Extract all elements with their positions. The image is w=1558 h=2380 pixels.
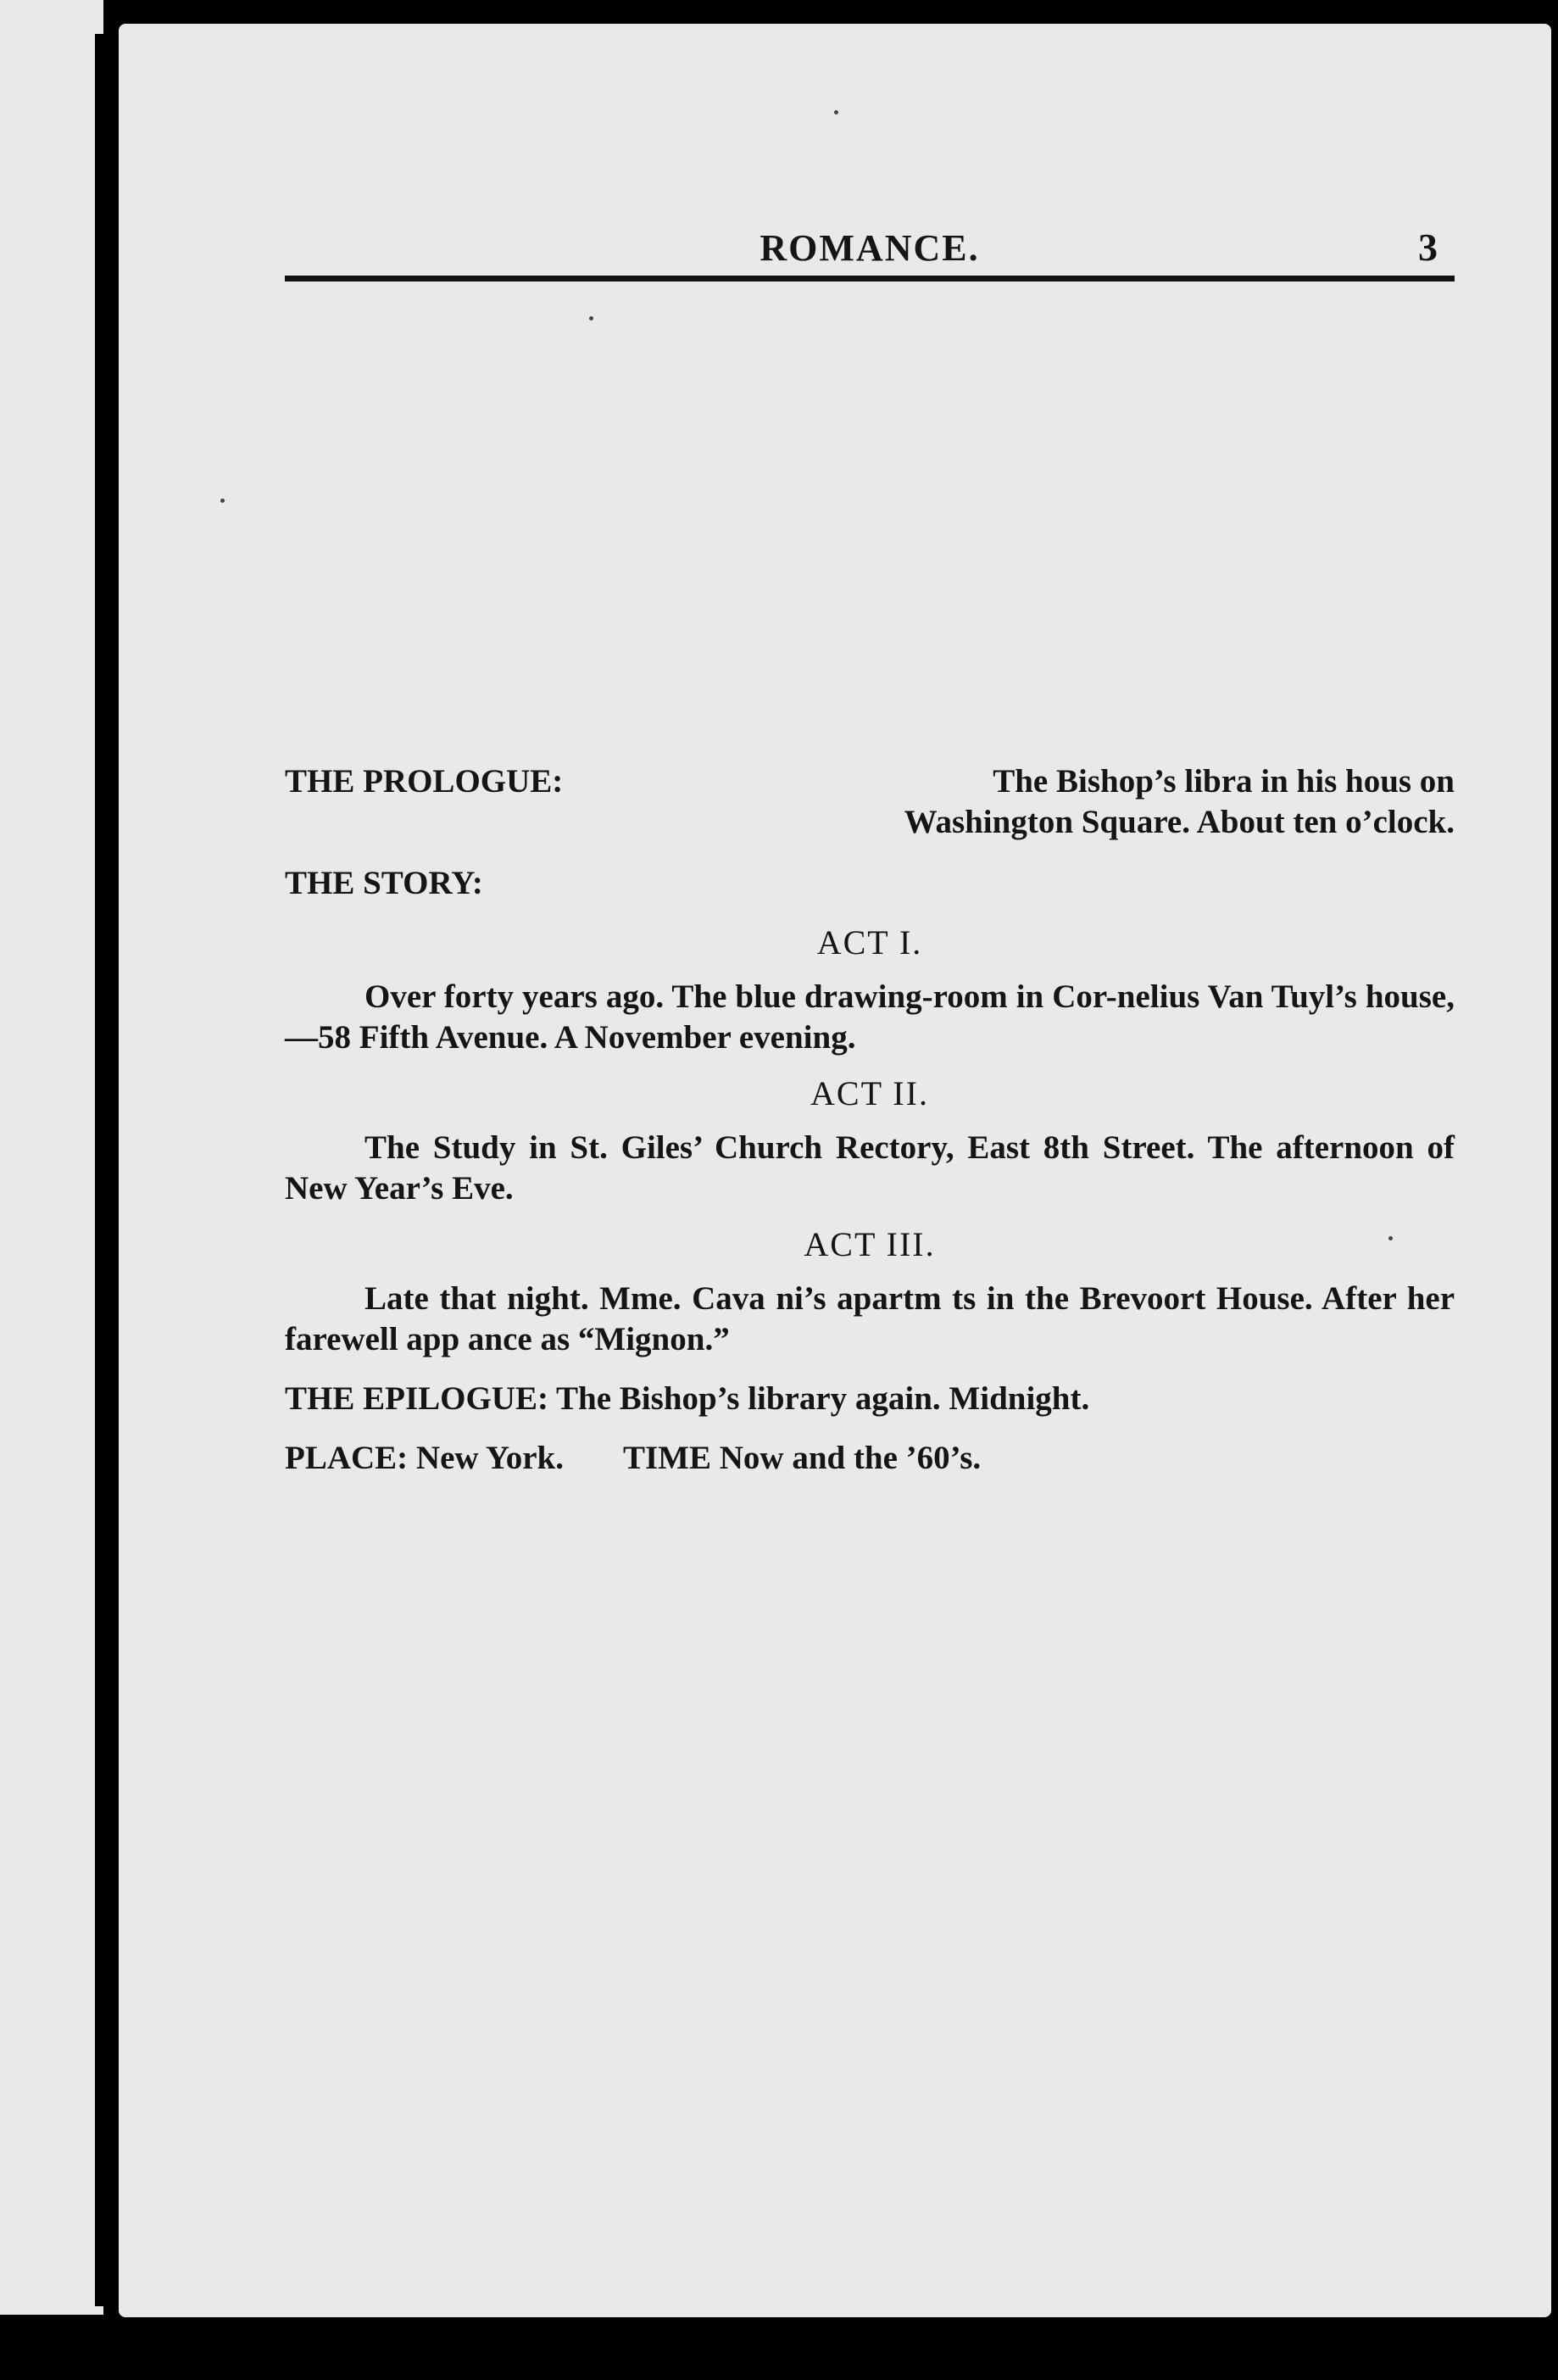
print-speck [589, 316, 593, 320]
book-spine [95, 34, 103, 2306]
page-number: 3 [1418, 226, 1438, 269]
left-page-strip [0, 0, 103, 2315]
act-description: The Study in St. Giles’ Church Rectory, East 8th Street. The afternoon of New Year’s Eve. [285, 1129, 1455, 1207]
epilogue-line [285, 1379, 1455, 1419]
book-page [119, 24, 1551, 2317]
prologue-text-line1: The Bishop’s libra in his hous on [993, 763, 1455, 800]
prologue-line [285, 761, 1455, 802]
header-rule [285, 276, 1455, 281]
print-speck [834, 110, 838, 114]
act-title: ACT I. [816, 923, 923, 961]
running-head [285, 206, 1455, 291]
prologue-text-line2: Washington Square. About ten o’clock. [904, 804, 1455, 840]
story-label: THE STORY: [285, 865, 483, 901]
place-value: New York. [415, 1440, 564, 1476]
time-value: Now and the ’60’s. [719, 1440, 982, 1476]
prologue-label: THE PROLOGUE: [285, 763, 564, 800]
act-title: ACT II. [810, 1074, 929, 1112]
act-description: Over forty years ago. The blue drawing-room in Cor-nelius Van Tuyl’s house,—58 Fifth Avenue. A November evening. [285, 978, 1455, 1056]
running-title: ROMANCE. [760, 227, 980, 269]
place-time-line [285, 1438, 1455, 1479]
act-title: ACT III. [804, 1225, 936, 1263]
time-group [623, 1438, 981, 1479]
print-speck [220, 499, 225, 503]
place-group [285, 1438, 564, 1479]
place-label: PLACE: [285, 1440, 409, 1476]
cast-scenes-text [285, 761, 1455, 1479]
epilogue-text: The Bishop’s library again. Midnight. [556, 1380, 1090, 1417]
act-description: Late that night. Mme. Cava ni’s apartm ts in the Brevoort House. After her farewell app ance as “Mignon.” [285, 1280, 1455, 1357]
epilogue-label: THE EPILOGUE: [285, 1380, 548, 1417]
time-label: TIME [622, 1440, 711, 1476]
